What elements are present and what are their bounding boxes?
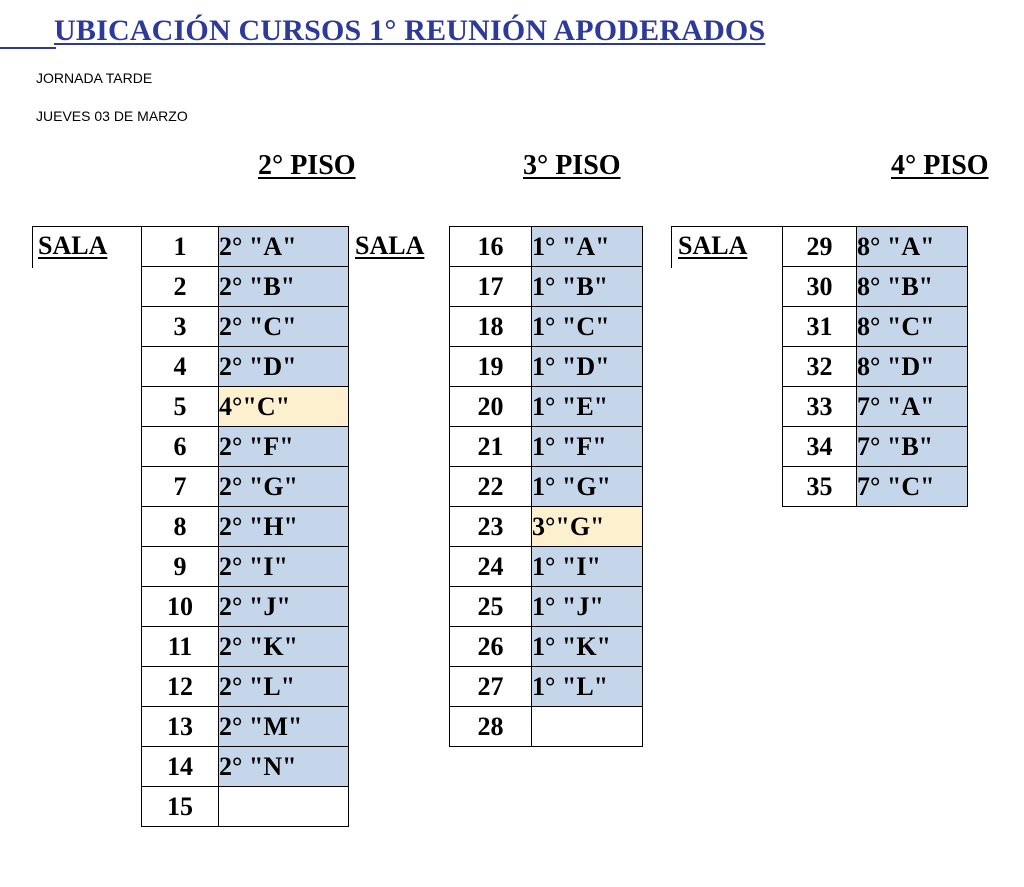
floor-3-heading: 3° PISO bbox=[523, 150, 621, 181]
course-cell: 1° "F" bbox=[532, 427, 643, 467]
course-cell: 2° "L" bbox=[219, 667, 349, 707]
course-cell: 2° "H" bbox=[219, 507, 349, 547]
room-number: 24 bbox=[450, 547, 532, 587]
room-number: 23 bbox=[450, 507, 532, 547]
sala-label-floor-3: SALA bbox=[355, 231, 425, 260]
course-cell: 2° "I" bbox=[219, 547, 349, 587]
room-number: 18 bbox=[450, 307, 532, 347]
room-number: 26 bbox=[450, 627, 532, 667]
table-row bbox=[450, 627, 643, 667]
room-number: 35 bbox=[783, 467, 857, 507]
course-cell: 1° "K" bbox=[532, 627, 643, 667]
sala-label-floor-4: SALA bbox=[678, 231, 748, 260]
table-row bbox=[783, 267, 968, 307]
room-number: 32 bbox=[783, 347, 857, 387]
room-number: 10 bbox=[142, 587, 219, 627]
course-cell: 1° "C" bbox=[532, 307, 643, 347]
room-number: 34 bbox=[783, 427, 857, 467]
table-row bbox=[142, 387, 349, 427]
table-row bbox=[142, 227, 349, 267]
table-row bbox=[450, 667, 643, 707]
jornada-label: JORNADA TARDE bbox=[36, 70, 153, 86]
table-row bbox=[142, 307, 349, 347]
table-row bbox=[783, 227, 968, 267]
table-row bbox=[450, 707, 643, 747]
table-row bbox=[450, 587, 643, 627]
table-row bbox=[142, 427, 349, 467]
course-cell: 2° "M" bbox=[219, 707, 349, 747]
course-cell: 1° "E" bbox=[532, 387, 643, 427]
sala-bar-floor-2 bbox=[32, 226, 33, 268]
room-number: 22 bbox=[450, 467, 532, 507]
table-row bbox=[142, 347, 349, 387]
room-number: 17 bbox=[450, 267, 532, 307]
room-number: 25 bbox=[450, 587, 532, 627]
table-row bbox=[783, 347, 968, 387]
room-number: 29 bbox=[783, 227, 857, 267]
rooms-table-floor-4 bbox=[782, 226, 968, 507]
room-number: 11 bbox=[142, 627, 219, 667]
room-number: 3 bbox=[142, 307, 219, 347]
room-number: 2 bbox=[142, 267, 219, 307]
table-row bbox=[142, 267, 349, 307]
rooms-table-floor-3 bbox=[449, 226, 643, 747]
room-number: 16 bbox=[450, 227, 532, 267]
table-row bbox=[450, 347, 643, 387]
course-cell: 1° "J" bbox=[532, 587, 643, 627]
table-row bbox=[142, 707, 349, 747]
room-number: 14 bbox=[142, 747, 219, 787]
room-number: 33 bbox=[783, 387, 857, 427]
room-number: 19 bbox=[450, 347, 532, 387]
room-number: 15 bbox=[142, 787, 219, 827]
course-cell: 2° "N" bbox=[219, 747, 349, 787]
table-row bbox=[142, 467, 349, 507]
course-cell: 8° "C" bbox=[857, 307, 968, 347]
room-number: 27 bbox=[450, 667, 532, 707]
course-cell: 8° "B" bbox=[857, 267, 968, 307]
course-cell: 2° "D" bbox=[219, 347, 349, 387]
table-row bbox=[142, 587, 349, 627]
course-cell: 3°"G" bbox=[532, 507, 643, 547]
sala-topline-floor-2 bbox=[32, 226, 142, 227]
course-cell: 1° "G" bbox=[532, 467, 643, 507]
room-number: 21 bbox=[450, 427, 532, 467]
table-row bbox=[142, 667, 349, 707]
course-cell: 1° "D" bbox=[532, 347, 643, 387]
course-cell: 2° "K" bbox=[219, 627, 349, 667]
room-number: 7 bbox=[142, 467, 219, 507]
date-label: JUEVES 03 DE MARZO bbox=[36, 108, 188, 124]
course-cell: 8° "D" bbox=[857, 347, 968, 387]
table-row bbox=[783, 387, 968, 427]
room-number: 30 bbox=[783, 267, 857, 307]
room-number: 1 bbox=[142, 227, 219, 267]
empty-course-cell bbox=[532, 707, 643, 747]
sala-bar-floor-4 bbox=[671, 226, 672, 268]
course-cell: 2° "A" bbox=[219, 227, 349, 267]
floor-4-heading: 4° PISO bbox=[891, 150, 989, 181]
course-cell: 1° "B" bbox=[532, 267, 643, 307]
room-number: 13 bbox=[142, 707, 219, 747]
room-number: 4 bbox=[142, 347, 219, 387]
course-cell: 2° "J" bbox=[219, 587, 349, 627]
table-row bbox=[783, 467, 968, 507]
sala-topline-floor-4 bbox=[671, 226, 783, 227]
course-cell: 2° "F" bbox=[219, 427, 349, 467]
table-row bbox=[142, 627, 349, 667]
sala-label-floor-2: SALA bbox=[38, 231, 108, 260]
title-rule bbox=[0, 47, 56, 49]
table-row bbox=[450, 307, 643, 347]
table-row bbox=[142, 547, 349, 587]
table-row bbox=[783, 307, 968, 347]
table-row bbox=[142, 507, 349, 547]
table-row bbox=[450, 427, 643, 467]
table-row bbox=[450, 467, 643, 507]
course-cell: 8° "A" bbox=[857, 227, 968, 267]
room-number: 31 bbox=[783, 307, 857, 347]
course-cell: 1° "A" bbox=[532, 227, 643, 267]
course-cell: 1° "L" bbox=[532, 667, 643, 707]
table-row bbox=[142, 787, 349, 827]
course-cell: 2° "C" bbox=[219, 307, 349, 347]
room-number: 6 bbox=[142, 427, 219, 467]
table-row bbox=[450, 267, 643, 307]
course-cell: 7° "C" bbox=[857, 467, 968, 507]
room-number: 28 bbox=[450, 707, 532, 747]
course-cell: 1° "I" bbox=[532, 547, 643, 587]
course-cell: 7° "B" bbox=[857, 427, 968, 467]
room-number: 8 bbox=[142, 507, 219, 547]
table-row bbox=[450, 547, 643, 587]
empty-course-cell bbox=[219, 787, 349, 827]
floor-2-heading: 2° PISO bbox=[258, 150, 356, 181]
table-row bbox=[450, 387, 643, 427]
table-row bbox=[783, 427, 968, 467]
room-number: 5 bbox=[142, 387, 219, 427]
course-cell: 2° "G" bbox=[219, 467, 349, 507]
table-row bbox=[450, 507, 643, 547]
course-cell: 7° "A" bbox=[857, 387, 968, 427]
course-cell: 4°"C" bbox=[219, 387, 349, 427]
table-row bbox=[142, 747, 349, 787]
room-number: 12 bbox=[142, 667, 219, 707]
room-number: 9 bbox=[142, 547, 219, 587]
rooms-table-floor-2 bbox=[141, 226, 349, 827]
table-row bbox=[450, 227, 643, 267]
course-cell: 2° "B" bbox=[219, 267, 349, 307]
room-number: 20 bbox=[450, 387, 532, 427]
page-title: UBICACIÓN CURSOS 1° REUNIÓN APODERADOS bbox=[54, 14, 766, 47]
